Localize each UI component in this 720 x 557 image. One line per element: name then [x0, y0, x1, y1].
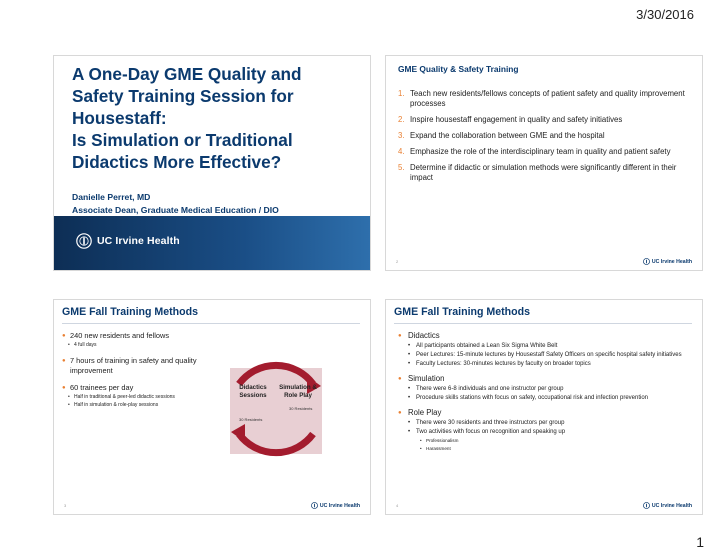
item-text: Expand the collaboration between GME and the hospital [410, 131, 605, 140]
logo-text: UC Irvine Health [319, 502, 360, 509]
item-text: Half in traditional & peer-led didactic sessions [74, 394, 175, 400]
heading-text: Didactics [408, 331, 440, 340]
bullet-icon: • [408, 429, 411, 435]
sub-item [408, 360, 698, 368]
item-text: There were 30 residents and three instructors per group [416, 420, 565, 426]
bullet-icon: • [420, 438, 422, 443]
title-line: Didactics More Effective? [72, 152, 282, 172]
heading-text: Simulation [408, 374, 445, 383]
item-text: Peer Lectures: 15-minute lectures by Housestaff Safety Officers on specific hospital safety initiatives [416, 352, 682, 358]
bullet-icon: ● [62, 333, 66, 339]
uci-health-logo [311, 502, 360, 509]
bullet-icon: ● [62, 385, 66, 391]
list-item [398, 131, 688, 141]
item-number: 3. [398, 131, 405, 140]
item-text: Two activities with focus on recognition and speaking up [416, 429, 566, 435]
sub-item [408, 351, 698, 359]
objectives-list [398, 89, 688, 189]
list-item [398, 115, 688, 125]
logo-text: UC Irvine Health [97, 235, 180, 247]
uci-seal-icon [643, 258, 650, 265]
item-text: Teach new residents/fellows concepts of patient safety and quality improvement processes [410, 89, 685, 108]
author-block [72, 191, 279, 217]
list-item [62, 356, 202, 376]
section-heading [398, 374, 698, 384]
item-text: Harassment [426, 446, 451, 451]
simulation-count: 30 Residents [289, 406, 313, 411]
title-divider [62, 323, 360, 324]
sub-item [68, 341, 202, 349]
page-number: 1 [696, 534, 704, 550]
uci-health-logo [643, 502, 692, 509]
section-heading [398, 331, 698, 341]
heading-text: Role Play [408, 408, 442, 417]
bullet-icon: ● [398, 410, 402, 416]
slide-1-title [72, 63, 332, 173]
list-item [398, 163, 688, 183]
item-text: All participants obtained a Lean Six Sigma White Belt [416, 343, 558, 349]
bullet-list [398, 331, 698, 452]
item-text: Half in simulation & role-play sessions [74, 402, 159, 408]
uci-health-logo [76, 233, 180, 249]
item-number: 2. [398, 115, 405, 124]
bullet-list [62, 331, 202, 409]
item-text: 4 full days [74, 342, 97, 348]
item-text: 7 hours of training in safety and quality improvement [70, 356, 197, 375]
footer-band [54, 216, 370, 270]
sub-item [408, 419, 698, 427]
item-text: There were 6-8 individuals and one instructor per group [416, 386, 564, 392]
bullet-icon: • [420, 446, 422, 451]
author-title: Associate Dean, Graduate Medical Education / DIO [72, 205, 279, 215]
item-number: 1. [398, 89, 405, 98]
sub-item [68, 393, 202, 401]
bullet-icon: • [68, 394, 70, 400]
bullet-icon: • [68, 402, 70, 408]
page-date: 3/30/2016 [636, 7, 694, 22]
item-text: 240 new residents and fellows [70, 331, 170, 340]
item-number: 4. [398, 147, 405, 156]
logo-text: UC Irvine Health [651, 502, 692, 509]
slide-4-title: GME Fall Training Methods [394, 306, 530, 318]
sub-sub-item [420, 437, 698, 444]
list-item [62, 331, 202, 341]
simulation-label: Simulation & Role Play [279, 384, 317, 399]
list-item [62, 383, 202, 393]
uci-seal-icon [643, 502, 650, 509]
slide-number: 4 [396, 503, 399, 508]
title-line: Is Simulation or Traditional [72, 130, 293, 150]
sub-item [68, 401, 202, 409]
slide-fall-training-methods-overview [54, 300, 370, 514]
sub-item [408, 385, 698, 393]
bullet-icon: • [408, 420, 411, 426]
bullet-icon: ● [398, 376, 402, 382]
item-text: Procedure skills stations with focus on safety, occupational risk and infection prevention [416, 395, 649, 401]
bullet-icon: • [408, 352, 411, 358]
title-line: Housestaff: [72, 108, 167, 128]
bullet-icon: • [408, 361, 411, 367]
section-heading [398, 408, 698, 418]
bullet-icon: • [408, 386, 411, 392]
logo-text: UC Irvine Health [651, 258, 692, 265]
didactics-label: Didactics Sessions [239, 384, 267, 399]
uci-seal-icon [311, 502, 318, 509]
author-name: Danielle Perret, MD [72, 192, 151, 202]
cycle-arrows-icon [217, 350, 335, 468]
list-item [398, 147, 688, 157]
item-text: Inspire housestaff engagement in quality and safety initiatives [410, 115, 623, 124]
bullet-icon: • [408, 395, 411, 401]
slide-2-title: GME Quality & Safety Training [398, 64, 519, 74]
sub-sub-item [420, 445, 698, 452]
title-divider [394, 323, 692, 324]
slide-quality-safety-training [386, 56, 702, 270]
uci-seal-icon [76, 233, 92, 249]
bullet-icon: ● [398, 333, 402, 339]
list-item [398, 89, 688, 109]
slide-number: 2 [396, 259, 399, 264]
uci-health-logo [643, 258, 692, 265]
didactics-count: 30 Residents [239, 417, 263, 422]
item-text: Faculty Lectures: 30-minutes lectures by faculty on broader topics [416, 361, 591, 367]
slide-3-title: GME Fall Training Methods [62, 306, 198, 318]
sub-item [408, 394, 698, 402]
item-text: Determine if didactic or simulation methods were significantly different in their impact [410, 163, 677, 182]
bullet-icon: ● [62, 358, 66, 364]
title-line: Safety Training Session for [72, 86, 294, 106]
item-text: Professionalism [426, 438, 459, 443]
sub-item [408, 428, 698, 436]
bullet-icon: • [408, 343, 411, 349]
item-text: Emphasize the role of the interdisciplinary team in quality and patient safety [410, 147, 671, 156]
item-text: 60 trainees per day [70, 383, 134, 392]
slide-fall-training-methods-detail [386, 300, 702, 514]
title-line: A One-Day GME Quality and [72, 64, 302, 84]
sub-item [408, 342, 698, 350]
bullet-icon: • [68, 342, 70, 348]
slide-number: 3 [64, 503, 67, 508]
item-number: 5. [398, 163, 405, 172]
slide-title [54, 56, 370, 270]
